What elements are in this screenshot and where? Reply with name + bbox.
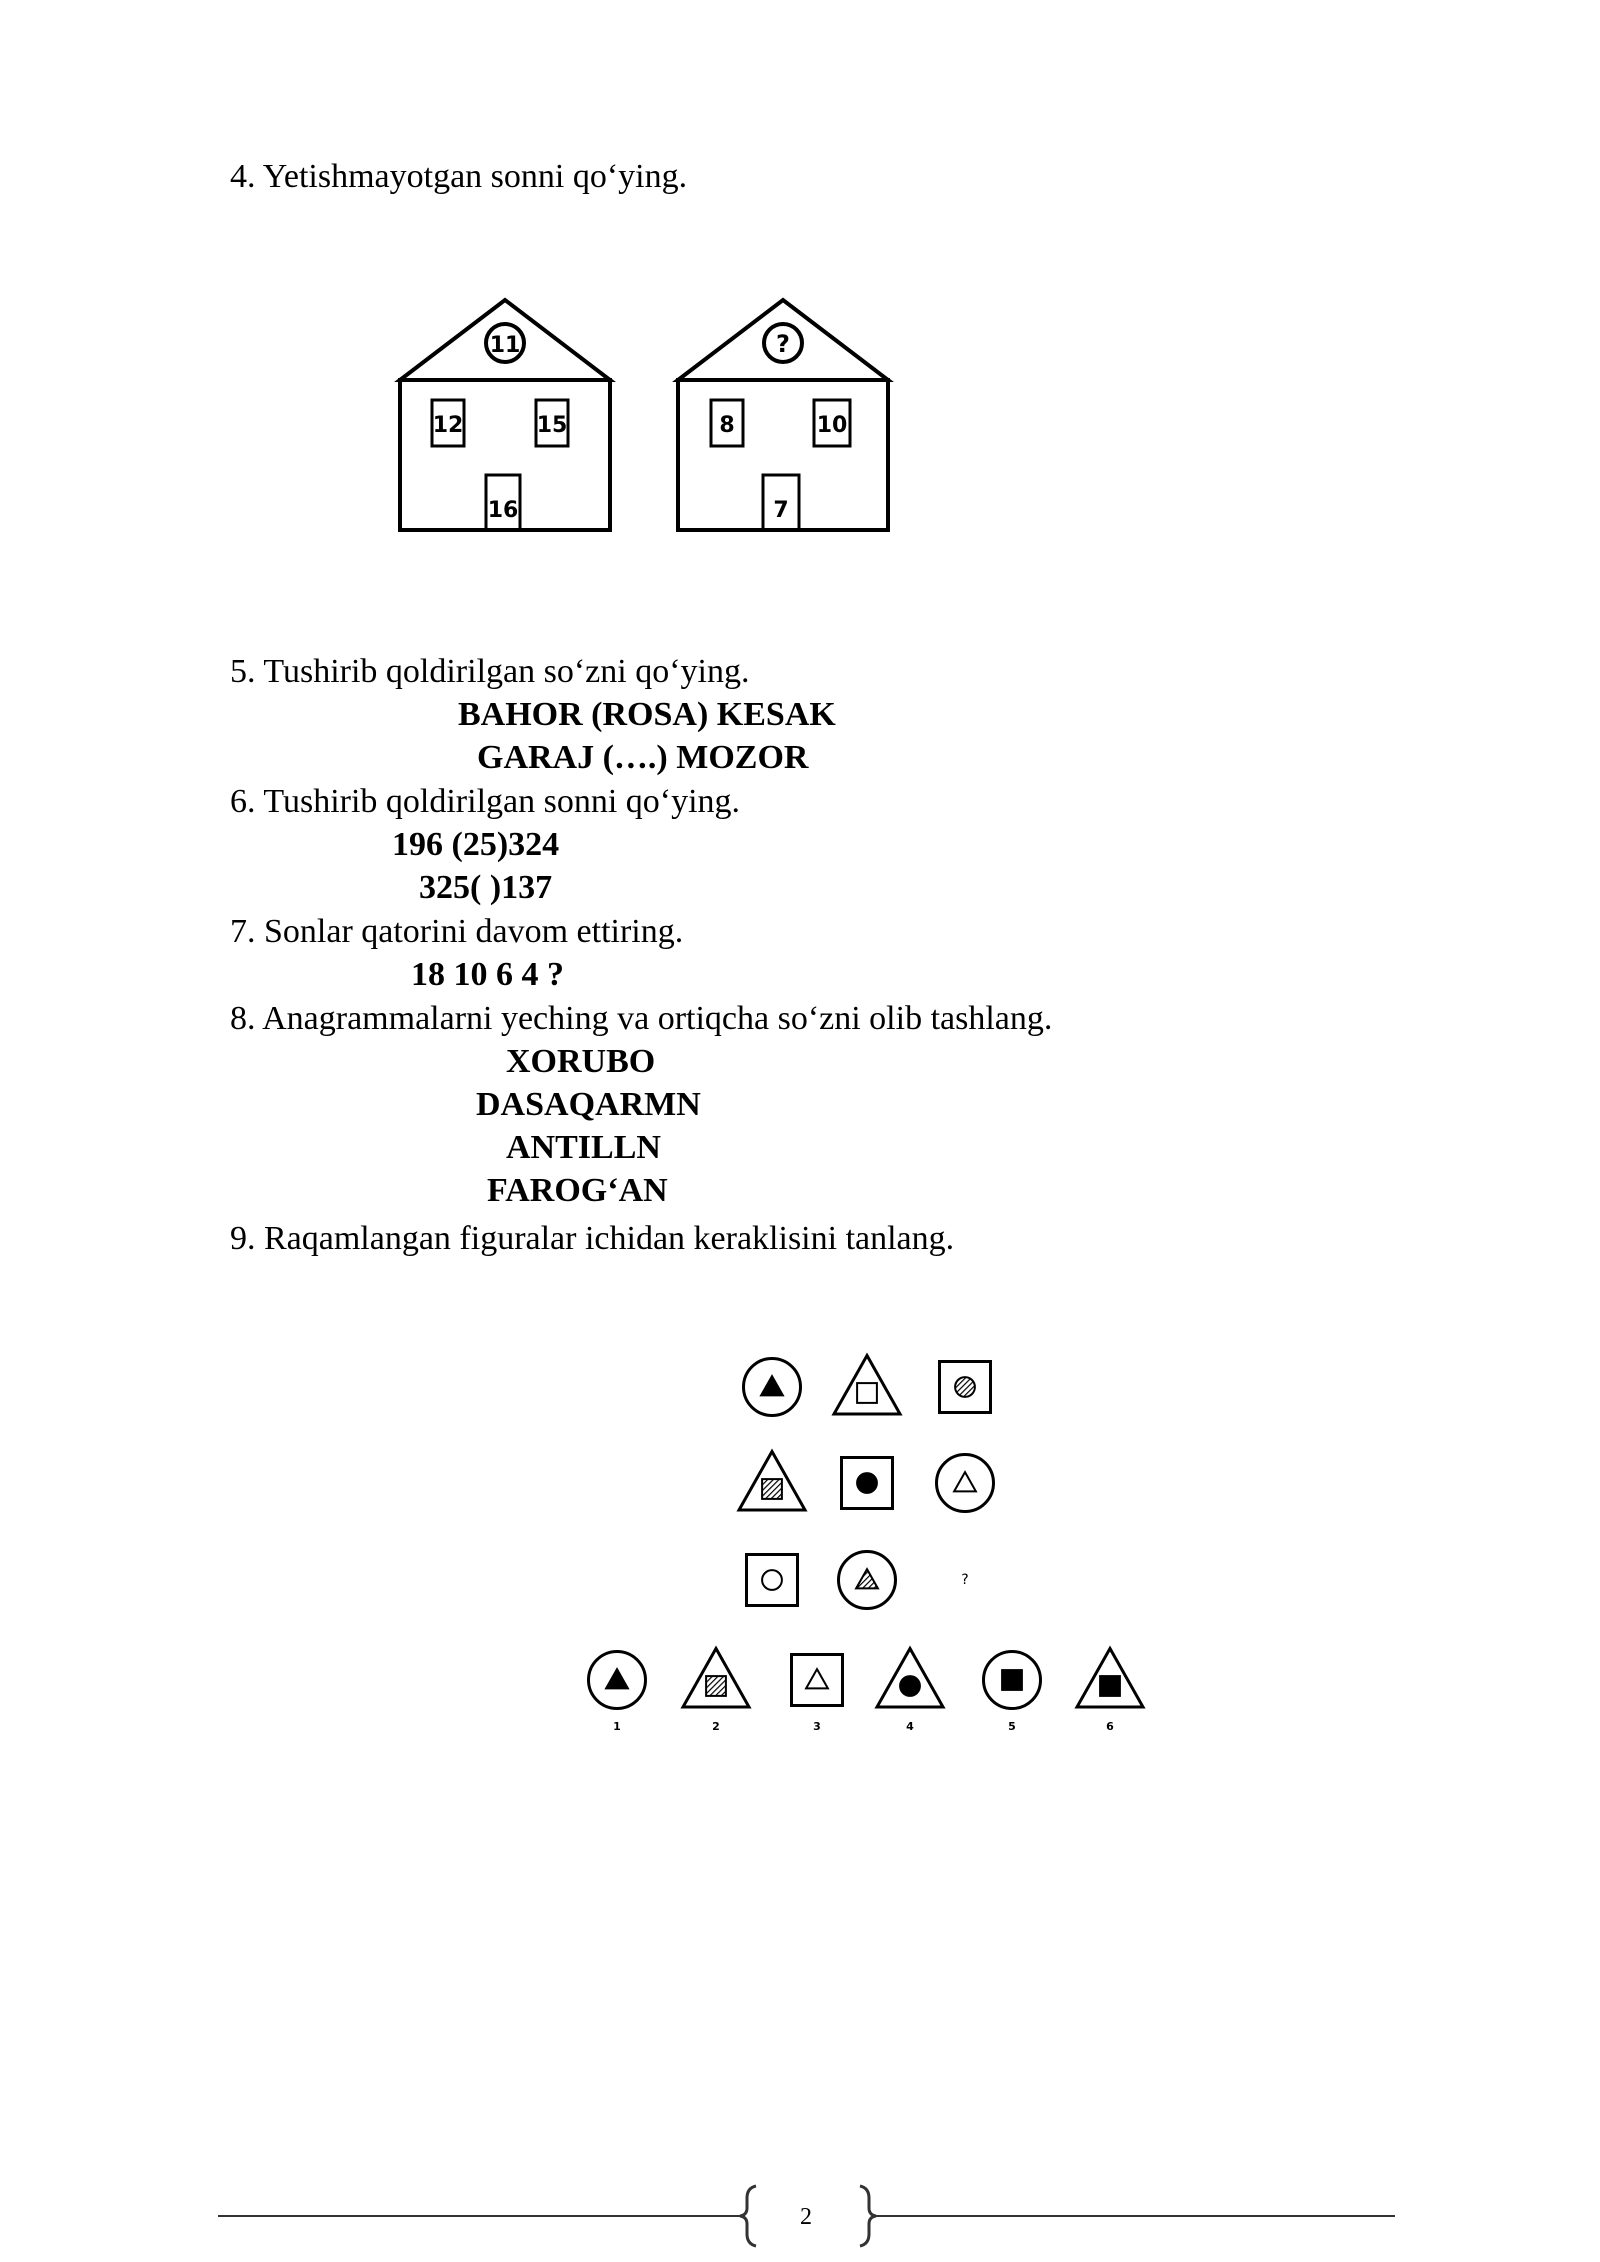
answer-options bbox=[589, 1649, 1144, 1734]
q5-line-1: BAHOR (ROSA) KESAK bbox=[458, 696, 836, 733]
q8-word-1: XORUBO bbox=[506, 1043, 656, 1080]
grid-cell-1-3 bbox=[940, 1362, 991, 1413]
answer-option-label: 1 bbox=[613, 1720, 621, 1733]
q6-line-1: 196 (25)324 bbox=[392, 826, 560, 863]
house-1-left-window: 12 bbox=[432, 413, 464, 438]
q6-prompt: 6. Tushirib qoldirilgan sonni qo‘ying. bbox=[230, 783, 741, 820]
answer-option-label: 6 bbox=[1106, 1720, 1114, 1733]
q4-prompt: 4. Yetishmayotgan sonni qo‘ying. bbox=[230, 158, 688, 195]
grid-cell-3-1 bbox=[747, 1555, 798, 1606]
q5-line-2: GARAJ (….) MOZOR bbox=[477, 739, 809, 776]
page-number: 2 bbox=[800, 2204, 812, 2230]
q8-word-3: ANTILLN bbox=[506, 1129, 661, 1166]
answer-option-1[interactable] bbox=[589, 1652, 646, 1734]
answer-option-2[interactable] bbox=[683, 1649, 749, 1734]
house-2-right-window: 10 bbox=[816, 413, 848, 438]
grid-cell-2-1 bbox=[739, 1452, 805, 1511]
q7-prompt: 7. Sonlar qatorini davom ettiring. bbox=[230, 913, 684, 950]
house-2 bbox=[678, 300, 888, 530]
grid-cell-2-2 bbox=[842, 1458, 893, 1509]
house-1-door: 16 bbox=[487, 498, 519, 523]
houses-figure bbox=[380, 290, 900, 590]
answer-option-label: 5 bbox=[1008, 1720, 1016, 1733]
q8-word-2: DASAQARMN bbox=[476, 1086, 701, 1123]
answer-option-6[interactable] bbox=[1077, 1649, 1143, 1734]
q8-word-4: FAROG‘AN bbox=[487, 1172, 668, 1209]
grid-cell-1-2 bbox=[834, 1356, 900, 1415]
q7-sequence: 18 10 6 4 ? bbox=[411, 956, 564, 993]
answer-option-label: 4 bbox=[906, 1720, 914, 1733]
figures-puzzle bbox=[560, 1330, 1160, 1733]
q8-prompt: 8. Anagrammalarni yeching va ortiqcha so‘zni olib tashlang. bbox=[230, 1000, 1053, 1037]
missing-figure-mark: ? bbox=[961, 1572, 969, 1588]
grid-cell-2-3 bbox=[937, 1455, 994, 1512]
q6-line-2: 325( )137 bbox=[419, 869, 553, 906]
footer-right-brace bbox=[860, 2186, 876, 2246]
footer-left-brace bbox=[740, 2186, 756, 2246]
grid-cell-3-2 bbox=[839, 1552, 896, 1609]
house-1 bbox=[400, 300, 610, 530]
puzzle-grid bbox=[739, 1356, 994, 1609]
grid-cell-1-1 bbox=[744, 1359, 801, 1416]
grid-cell-3-3 bbox=[961, 1572, 968, 1588]
q9-prompt: 9. Raqamlangan figuralar ichidan keraklisini tanlang. bbox=[230, 1220, 955, 1257]
answer-option-5[interactable] bbox=[984, 1652, 1041, 1734]
house-2-door: 7 bbox=[773, 498, 789, 523]
answer-option-label: 3 bbox=[813, 1720, 821, 1733]
house-2-roof-number: ? bbox=[776, 330, 790, 358]
answer-option-4[interactable] bbox=[877, 1649, 943, 1734]
q5-prompt: 5. Tushirib qoldirilgan so‘zni qo‘ying. bbox=[230, 653, 750, 690]
answer-option-label: 2 bbox=[712, 1720, 720, 1733]
house-2-left-window: 8 bbox=[719, 413, 735, 438]
house-1-roof-number: 11 bbox=[489, 333, 521, 358]
answer-option-3[interactable] bbox=[792, 1655, 843, 1734]
house-1-right-window: 15 bbox=[536, 413, 568, 438]
